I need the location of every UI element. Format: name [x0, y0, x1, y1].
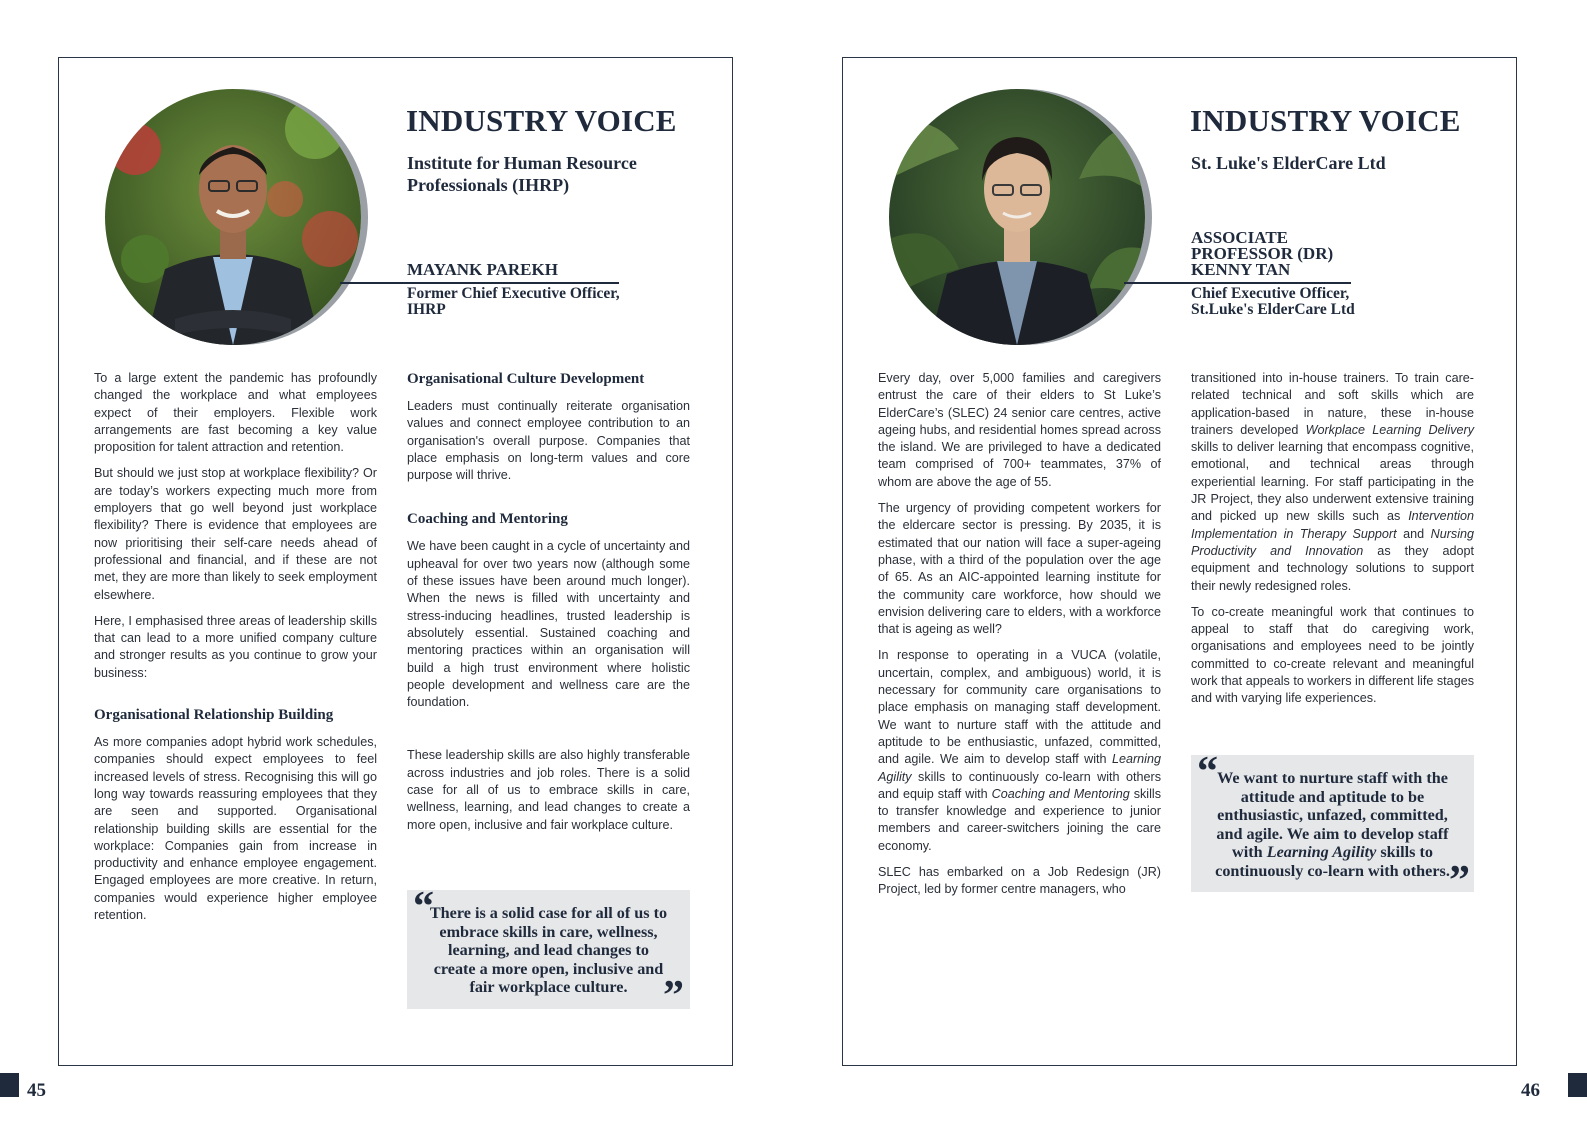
section-heading: Coaching and Mentoring: [407, 511, 568, 528]
open-quote-mark: “: [1197, 749, 1218, 795]
emphasis-text: Coaching and Mentoring: [991, 786, 1130, 801]
body-paragraph: Every day, over 5,000 families and caregivers entrust the care of their elders to St Luke’s ElderCare’s (SLEC) 24 senior care centres, active ageing hubs, and residential homes spread across the island. We are privileged to have a dedicated team comprised of 700+ teammates, 37% of whom are above the age of 55.: [878, 371, 1161, 489]
organisation-name: [1191, 152, 1386, 174]
organisation-line: Institute for Human Resource: [407, 153, 637, 173]
pull-quote-text: There is a solid case for all of us to embrace skills in care, wellness, learning, and lead changes to create a more open, inclusive and fair workplace culture.: [429, 904, 668, 997]
body-paragraph: But should we just stop at workplace flexibility? Or are today’s workers expecting much more from employers that go well beyond just workplace flexibility? There is evidence that employees are now prioritising their self-care needs ahead of professional and financial, and if these are not met, they are more than likely to seek employment elsewhere.: [94, 466, 377, 602]
person-role: [407, 286, 620, 318]
body-paragraph: Here, I emphasised three areas of leadership skills that can lead to a more unified company culture and stronger results as you continue to grow your business:: [94, 613, 377, 680]
body-paragraph: [1191, 370, 1474, 595]
page-number-right: 46: [1521, 1080, 1540, 1101]
portrait-photo-mayank-parekh: [105, 89, 361, 345]
text-run: skills to deliver learning that encompass cognitive, emotional, and technical areas through experiential learning. For staff participating in the JR Project, they also underwent extensive training and picked up new skills such as: [1191, 440, 1474, 524]
text-run: as they adopt equipment and technology solutions to support their newly redesigned roles.: [1191, 543, 1474, 593]
person-name-line: PROFESSOR (DR): [1191, 244, 1334, 263]
section-heading: Organisational Relationship Building: [94, 707, 334, 724]
pull-quote-text: [1205, 769, 1460, 881]
person-name: [1191, 230, 1333, 278]
body-paragraph: We have been caught in a cycle of uncertainty and upheaval for over two years now (although some of these issues have been around much longer). When the news is filled with uncertainty and stress-inducing headlines, trusted leadership is absolutely essential. Sustained coaching and mentoring practices within an organisation will build a high trust environment where holistic people development and wellness care are the foundation.: [407, 539, 690, 710]
text-run: In response to operating in a VUCA (volatile, uncertain, complex, and ambiguous) world, it is necessary for community care organisations to place emphasis on managing staff development. We want to nurture staff with the attitude and aptitude to be enthusiastic, unfazed, committed, and agile. We aim to develop staff with: [878, 648, 1161, 767]
emphasis-text: Learning Agility: [1266, 843, 1377, 862]
section-heading: Organisational Culture Development: [407, 371, 645, 387]
page-marker-left: [0, 1073, 19, 1097]
pull-quote: [1191, 749, 1474, 904]
body-paragraph: These leadership skills are also highly transferable across industries and job roles. There is a solid case for all of us to embrace skills in care, wellness, learning, and lead changes to create a more open, inclusive and fair workplace culture.: [407, 748, 690, 832]
page-heading: INDUSTRY VOICE: [406, 103, 677, 138]
right-page-column-1: [878, 370, 1161, 908]
body-paragraph: To a large extent the pandemic has profoundly changed the workplace and what employees expect of their employers. Flexible work arrangements are fast becoming a key value proposition for talent attraction and retention.: [94, 371, 377, 455]
emphasis-text: Workplace Learning Delivery: [1305, 422, 1474, 437]
body-paragraph: The urgency of providing competent workers for the eldercare sector is pressing. By 2035, it is estimated that our nation will face a super-ageing phase, with a third of the population over the age of 65. As an AIC-appointed learning institute for the community care workforce, how should we envision delivering care to elders, with a workforce that is ageing as well?: [878, 501, 1161, 637]
person-role-line: IHRP: [407, 301, 446, 318]
person-role: [1191, 286, 1355, 318]
person-role-line: St.Luke's ElderCare Ltd: [1191, 301, 1355, 318]
left-page-column-2: [407, 370, 690, 843]
close-quote-mark: ”: [1449, 858, 1470, 904]
text-run: skills to transfer knowledge and experience to junior members and career-switchers joining the care economy.: [878, 786, 1161, 853]
page-number-left: 45: [27, 1080, 46, 1101]
body-paragraph: As more companies adopt hybrid work schedules, companies should expect employees to feel increased levels of stress. Recognising this will go long way towards reassuring employees that they are seen and supported. Organisational relationship building skills are essential for the workplace: Companies gain from increase in productivity and enhance employee engagement. Engaged employees are more creative. In return, companies would experience higher employee retention.: [94, 735, 377, 923]
body-paragraph: Leaders must continually reiterate organisation values and connect employee contribution to an organisation's overall purpose. Companies that place emphasis on long-term values and core purpose will thrive.: [407, 399, 690, 483]
person-role-line: Former Chief Executive Officer,: [407, 285, 620, 302]
person-name: MAYANK PAREKH: [407, 260, 558, 279]
organisation-line: Professionals (IHRP): [407, 175, 570, 195]
open-quote-mark: “: [413, 884, 434, 930]
portrait-image: [105, 89, 361, 345]
organisation-name: [407, 152, 637, 196]
name-divider: [340, 282, 619, 284]
text-run: and: [1396, 526, 1431, 541]
text-run: skills to continuously co-learn with others.: [1215, 843, 1450, 880]
name-divider: [1124, 282, 1351, 284]
pull-quote: [407, 884, 690, 1019]
body-paragraph: SLEC has embarked on a Job Redesign (JR) Project, led by former centre managers, who: [878, 865, 1161, 897]
organisation-line: St. Luke's ElderCare Ltd: [1191, 153, 1386, 173]
text-run: transitioned into in-house trainers. To train care-related technical and soft skills which are application-based in nature, these in-house trainers developed: [1191, 371, 1474, 437]
person-name-line: ASSOCIATE: [1191, 228, 1288, 247]
person-role-line: Chief Executive Officer,: [1191, 285, 1350, 302]
page-heading: INDUSTRY VOICE: [1190, 103, 1461, 138]
emphasis-text: Nursing Productivity and Innovation: [1191, 526, 1475, 558]
body-paragraph: To co-create meaningful work that continues to appeal to staff that do caregiving work, organisations and employees need to be jointly committed to co-create relevant and meaningful work that appeals to workers in different life stages and with varying life experiences.: [1191, 604, 1474, 706]
text-run: We want to nurture staff with the attitude and aptitude to be enthusiastic, unfazed, committed, and agile. We aim to develop staff with: [1216, 769, 1449, 862]
right-page-column-2: [1191, 370, 1474, 717]
emphasis-text: Intervention Implementation in Therapy Support: [1191, 509, 1474, 541]
close-quote-mark: ”: [663, 973, 684, 1019]
portrait-photo-kenny-tan: [889, 89, 1145, 345]
portrait-image: [889, 89, 1145, 345]
body-paragraph: [878, 647, 1161, 855]
text-run: skills to continuously co-learn with others and equip staff with: [878, 769, 1161, 801]
left-page-column-1: [94, 370, 377, 933]
person-name-line: KENNY TAN: [1191, 260, 1291, 279]
emphasis-text: Learning Agility: [878, 752, 1161, 784]
page-marker-right: [1568, 1073, 1587, 1097]
